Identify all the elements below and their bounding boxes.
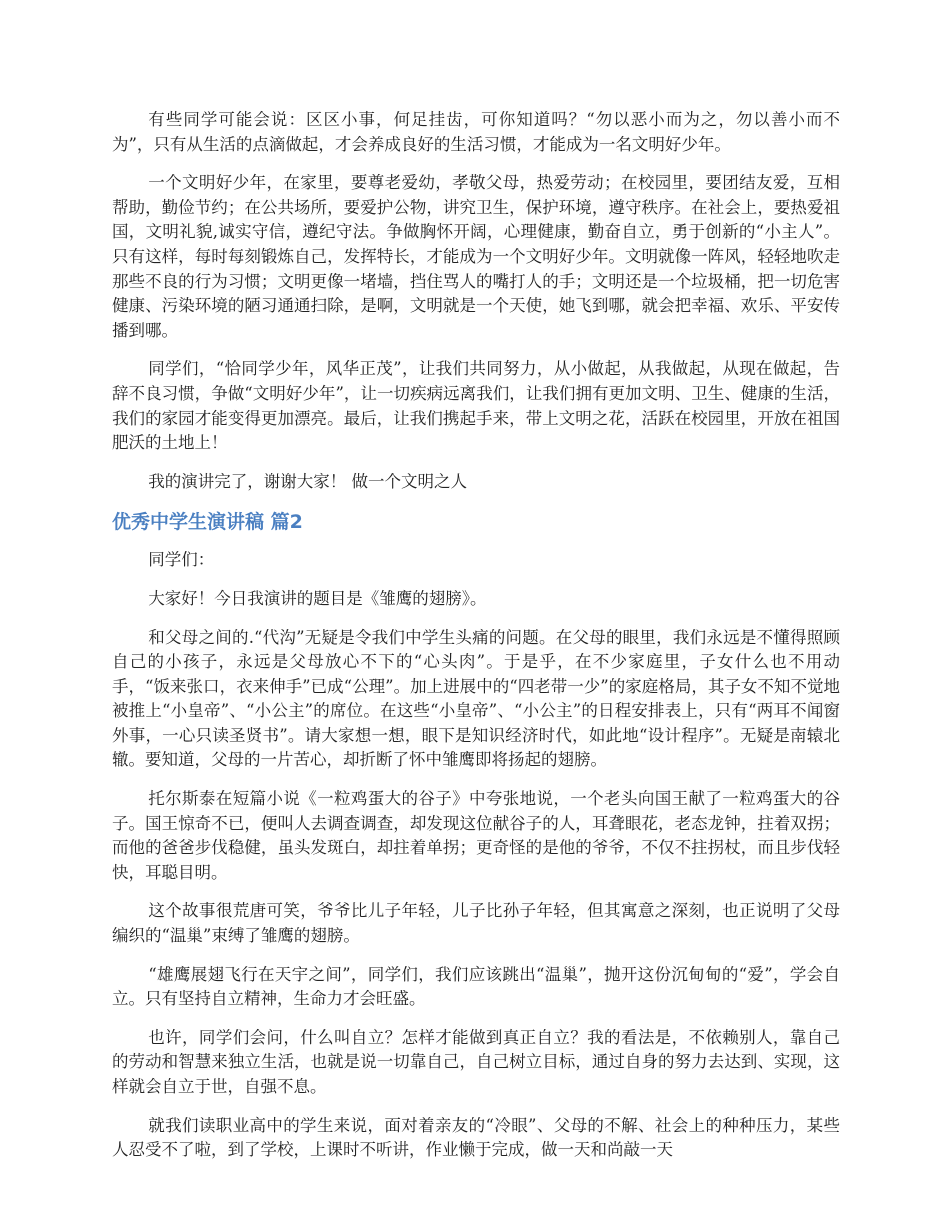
- paragraph: 这个故事很荒唐可笑，爷爷比儿子年轻，儿子比孙子年轻，但其寓意之深刻，也正说明了父母编织的“温巢”束缚了雏鹰的翅膀。: [112, 901, 840, 946]
- paragraph: 有些同学可能会说：区区小事，何足挂齿，可你知道吗？“勿以恶小而为之，勿以善小而不为”，只有从生活的点滴做起，才会养成良好的生活习惯，才能成为一名文明好少年。: [112, 110, 840, 154]
- paragraph: 同学们，“恰同学少年，风华正茂”，让我们共同努力，从小做起，从我做起，从现在做起，告辞不良习惯，争做“文明好少年”，让一切疾病远离我们，让我们拥有更加文明、卫生、健康的生活，我们的家园才能变得更加漂亮。最后，让我们携起手来，带上文明之花，活跃在校园里，开放在祖国肥沃的土地上！: [112, 359, 840, 453]
- section-heading: 优秀中学生演讲稿 篇2: [112, 511, 303, 534]
- paragraph: “雄鹰展翅飞行在天宇之间”，同学们，我们应该跳出“温巢”，抛开这份沉甸甸的“爱”，学会自立。只有坚持自立精神，生命力才会旺盛。: [112, 964, 840, 1009]
- paragraph: 也许，同学们会问，什么叫自立？怎样才能做到真正自立？我的看法是，不依赖别人，靠自己的劳动和智慧来独立生活，也就是说一切靠自己，自己树立目标，通过自身的努力去达到、实现，这样就会自立于世，自强不息。: [112, 1027, 840, 1096]
- paragraph: 就我们读职业高中的学生来说，面对着亲友的“冷眼”、父母的不解、社会上的种种压力，某些人忍受不了啦，到了学校，上课时不听讲，作业懒于完成，做一天和尚敲一天: [112, 1115, 840, 1160]
- document-page: [112, 108, 840, 1177]
- paragraph: 托尔斯泰在短篇小说《一粒鸡蛋大的谷子》中夸张地说，一个老头向国王献了一粒鸡蛋大的谷子。国王惊奇不已，便叫人去调查调查，却发现这位献谷子的人，耳聋眼花，老态龙钟，拄着双拐；而他的爸爸步伐稳健，虽头发斑白，却拄着单拐；更奇怪的是他的爷爷，不仅不拄拐杖，而且步伐轻快，耳聪目明。: [112, 789, 840, 882]
- paragraph: 和父母之间的.“代沟”无疑是令我们中学生头痛的问题。在父母的眼里，我们永远是不懂得照顾自己的小孩子，永远是父母放心不下的“心头肉”。于是乎，在不少家庭里，子女什么也不用动手，“饭来张口，衣来伸手”已成“公理”。加上进展中的“四老带一少”的家庭格局，其子女不知不觉地被推上“小皇帝”、“小公主”的席位。在这些“小皇帝”、“小公主”的日程安排表上，只有“两耳不闻窗外事，一心只读圣贤书”。请大家想一想，眼下是知识经济时代，如此地“设计程序”。无疑是南辕北辙。要知道，父母的一片苦心，却折断了怀中雏鹰即将扬起的翅膀。: [112, 627, 840, 770]
- paragraph: 一个文明好少年，在家里，要尊老爱幼，孝敬父母，热爱劳动；在校园里，要团结友爱，互相帮助，勤俭节约；在公共场所，要爱护公物，讲究卫生，保护环境，遵守秩序。在社会上，要热爱祖国，文明礼貌,诚实守信，遵纪守法。争做胸怀开阔，心理健康，勤奋自立，勇于创新的“小主人”。只有这样，每时每刻锻炼自己，发挥特长，才能成为一个文明好少年。文明就像一阵风，轻轻地吹走那些不良的行为习惯；文明更像一堵墙，挡住骂人的嘴打人的手；文明还是一个垃圾桶，把一切危害健康、污染环境的陋习通通扫除，是啊，文明就是一个天使，她飞到哪，就会把幸福、欢乐、平安传播到哪。: [112, 173, 840, 340]
- paragraph: 大家好！今日我演讲的题目是《雏鹰的翅膀》。: [148, 588, 487, 608]
- paragraph: 我的演讲完了，谢谢大家！ 做一个文明之人: [148, 471, 468, 491]
- paragraph: 同学们：: [148, 550, 215, 570]
